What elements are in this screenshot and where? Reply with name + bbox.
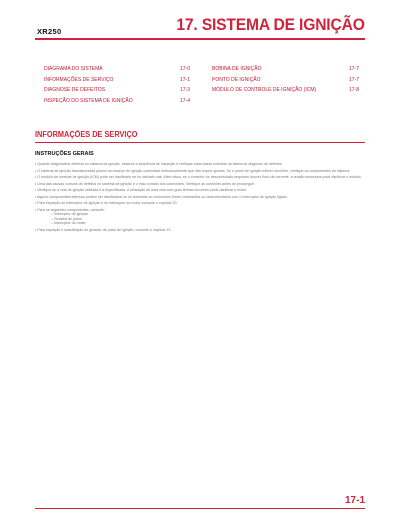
- section-rule: [35, 142, 365, 143]
- chapter-title: 17. SISTEMA DE IGNIÇÃO: [176, 15, 365, 34]
- toc-entry-label: PONTO DE IGNIÇÃO: [212, 76, 261, 83]
- body-sub-item: – Gerador de pulso: [51, 216, 82, 221]
- toc-entry[interactable]: [212, 85, 359, 96]
- toc-entry-label: INSPEÇÃO DO SISTEMA DE IGNIÇÃO: [44, 97, 133, 104]
- title-rule: [35, 38, 365, 40]
- toc-entry-page: 17-3: [179, 87, 190, 93]
- body-paragraph: • Para inspeção e substituição do gerador de pulso de ignição, consulte o capítulo 10.: [35, 227, 172, 232]
- toc-entry[interactable]: [44, 96, 190, 107]
- toc-entry[interactable]: [44, 64, 190, 75]
- toc-entry[interactable]: [44, 75, 190, 86]
- body-paragraph: • Para inspeção do interruptor de ignição e do interruptor do motor consulte o capítulo 20.: [35, 201, 178, 205]
- page-number: 17-1: [344, 495, 365, 506]
- section-subheading: INSTRUÇÕES GERAIS: [35, 151, 94, 157]
- toc-left-column: [44, 64, 190, 106]
- toc-entry-page: 17-7: [348, 66, 359, 72]
- toc-right-column: [212, 64, 359, 96]
- toc-entry-label: MÓDULO DE CONTROLE DE IGNIÇÃO (ICM): [212, 87, 317, 93]
- body-paragraph: • Verifique se a vela de ignição utilizada é a especificada. A utilização de uma vela com grau térmico incorreto pode danificar o motor.: [35, 188, 248, 192]
- toc-entry-label: BOBINA DE IGNIÇÃO: [212, 66, 262, 72]
- toc-entry[interactable]: [212, 75, 359, 86]
- toc-entry-page: 17-4: [179, 97, 190, 104]
- toc-entry-label: DIAGRAMA DO SISTEMA: [44, 66, 103, 72]
- body-paragraph: • Para os seguintes componentes, consulte:: [35, 207, 105, 212]
- toc-entry[interactable]: [212, 64, 359, 75]
- body-paragraph: • Alguns componentes elétricos podem ser danificados se os terminais ou conectores forem conectados ou desconectados com o interruptor de ignição ligado.: [35, 194, 288, 199]
- section-heading: INFORMAÇÕES DE SERVIÇO: [35, 130, 138, 139]
- toc-entry-page: 17-1: [179, 76, 190, 83]
- body-paragraph: • O sistema de ignição transistorizada possui um avanço de ignição controlado eletronicamente que não requer ajustes. Se o ponto de ignição estiver incorreto, verifique os componentes do sistema.: [35, 168, 351, 173]
- toc-entry-page: 17-8: [348, 87, 359, 93]
- toc-entry-page: 17-7: [348, 76, 359, 83]
- toc-entry[interactable]: [44, 85, 190, 96]
- body-paragraph: • O módulo de controle de ignição (ICM) pode ser danificado se for deixado cair. Além disso, se o conector for desconectado enquanto houver fluxo de corrente, a tensão excessiva pode danificar o módulo.: [35, 175, 362, 179]
- bottom-rule: [35, 508, 365, 509]
- body-sub-item: – Interruptor do motor: [51, 221, 86, 225]
- toc-entry-label: INFORMAÇÕES DE SERVIÇO: [44, 76, 114, 83]
- model-label: XR250: [37, 27, 62, 36]
- body-paragraph: • Quando diagnosticar defeitos no sistema de ignição, observe a seqüência de inspeção e verifique cada passo indicado na tabela de diagnose de defeitos.: [35, 162, 283, 166]
- body-text: [35, 162, 365, 232]
- body-sub-item: – Interruptor de ignição: [51, 212, 88, 216]
- toc-entry-label: DIAGNOSE DE DEFEITOS: [44, 87, 106, 93]
- body-paragraph: • Uma das causas comuns de defeitos no sistema de ignição é o mau contato dos conectores. Verifique as conexões antes de prosseguir.: [35, 181, 255, 186]
- toc-entry-page: 17-0: [179, 66, 190, 72]
